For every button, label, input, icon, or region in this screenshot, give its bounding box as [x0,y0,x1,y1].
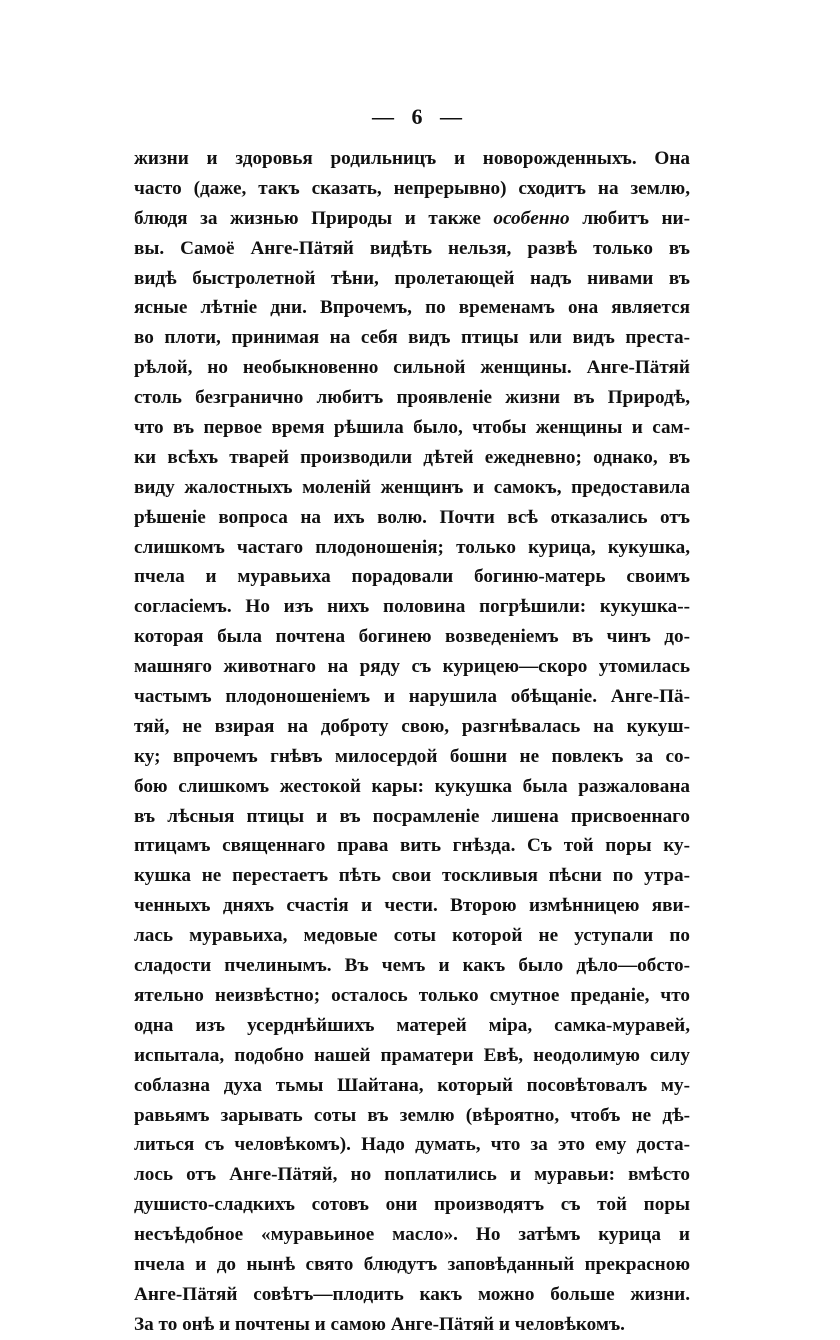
text-line: лось отъ Анге-Пӓтяй, но поплатились и муравьи: вмѣсто [134,1164,690,1186]
text-line: видѣ быстролетной тѣни, пролетающей надъ нивами въ [134,267,690,289]
text-line: ки всѣхъ тварей производили дѣтей ежедневно; однако, въ [134,446,690,468]
text-line: часто (даже, такъ сказать, непрерывно) сходитъ на землю, [134,177,690,199]
text-line: во плоти, принимая на себя видъ птицы или видъ преста- [134,327,690,349]
text-line: литься съ человѣкомъ). Надо думать, что за это ему доста- [134,1134,690,1156]
text-line: кушка не перестаетъ пѣть свои тоскливыя пѣсни по утра- [134,865,690,887]
text-line: соблазна духа тьмы Шайтана, который посовѣтовалъ му- [134,1074,690,1096]
text-line: птицамъ священнаго права вить гнѣзда. Съ той поры ку- [134,835,690,857]
text-line: бою слишкомъ жестокой кары: кукушка была разжалована [134,775,690,797]
text-line: равьямъ зарывать соты въ землю (вѣроятно, чтобъ не дѣ- [134,1104,690,1126]
text-line: ку; впрочемъ гнѣвъ милосердой бошни не повлекъ за со- [134,745,690,767]
page-number: — 6 — [372,104,468,129]
text-line: столь безгранично любитъ проявленіе жизни въ Природѣ, [134,387,690,409]
text-line: несъѣдобное «муравьиное масло». Но затѣмъ курица и [134,1224,690,1246]
text-line: пчела и до нынѣ свято блюдутъ заповѣданный прекрасною [134,1253,690,1275]
text-line: испытала, подобно нашей праматери Евѣ, неодолимую силу [134,1044,690,1066]
text-line: лась муравьиха, медовые соты которой не уступали по [134,925,690,947]
text-line: ясные лѣтніе дни. Впрочемъ, по временамъ она является [134,297,690,319]
text-line: сладости пчелинымъ. Въ чемъ и какъ было дѣло—обсто- [134,955,690,977]
text-line: душисто-сладкихъ сотовъ они производятъ съ той поры [134,1194,690,1216]
text-line: пчела и муравьиха порадовали богиню-матерь своимъ [134,566,690,588]
text-line: что въ первое время рѣшила было, чтобы женщины и сам- [134,417,690,439]
text-line: За то онѣ и почтены и самою Анге-Пӓтяй и человѣкомъ. [134,1313,625,1335]
text-line: жизни и здоровья родильницъ и новорожденныхъ. Она [134,148,690,169]
text-line: одна изъ усерднѣйшихъ матерей міра, самка-муравей, [134,1014,690,1036]
text-line: вы. Самоё Анге-Пӓтяй видѣть нельзя, развѣ только въ [134,237,690,259]
text-line: въ лѣсныя птицы и въ посрамленіе лишена присвоеннаго [134,805,690,827]
text-line: которая была почтена богинею возведеніемъ въ чинъ до- [134,626,690,648]
text-line: согласіемъ. Но изъ нихъ половина погрѣшили: кукушка-- [134,596,690,618]
text-line: Анге-Пӓтяй совѣтъ—плодить какъ можно больше жизни. [134,1283,690,1305]
text-line: слишкомъ частаго плодоношенія; только курица, кукушка, [134,536,690,558]
text-line: тяй, не взирая на доброту свою, разгнѣвалась на кукуш- [134,715,690,737]
text-line: виду жалостныхъ моленій женщинъ и самокъ, предоставила [134,476,690,498]
text-line: частымъ плодоношеніемъ и нарушила обѣщаніе. Анге-Пӓ- [134,686,690,708]
text-line: блюдя за жизнью Природы и также особенно любитъ ни- [134,207,690,229]
text-line: рѣшеніе вопроса на ихъ волю. Почти всѣ отказались отъ [134,506,690,528]
text-line: машняго животнаго на ряду съ курицею—скоро утомилась [134,656,690,678]
body-text [134,144,690,1340]
text-line: рѣлой, но необыкновенно сильной женщины. Анге-Пӓтяй [134,357,690,379]
text-line: ченныхъ дняхъ счастія и чести. Второю измѣнницею яви- [134,895,690,917]
text-line: ятельно неизвѣстно; осталось только смутное преданіе, что [134,984,690,1006]
